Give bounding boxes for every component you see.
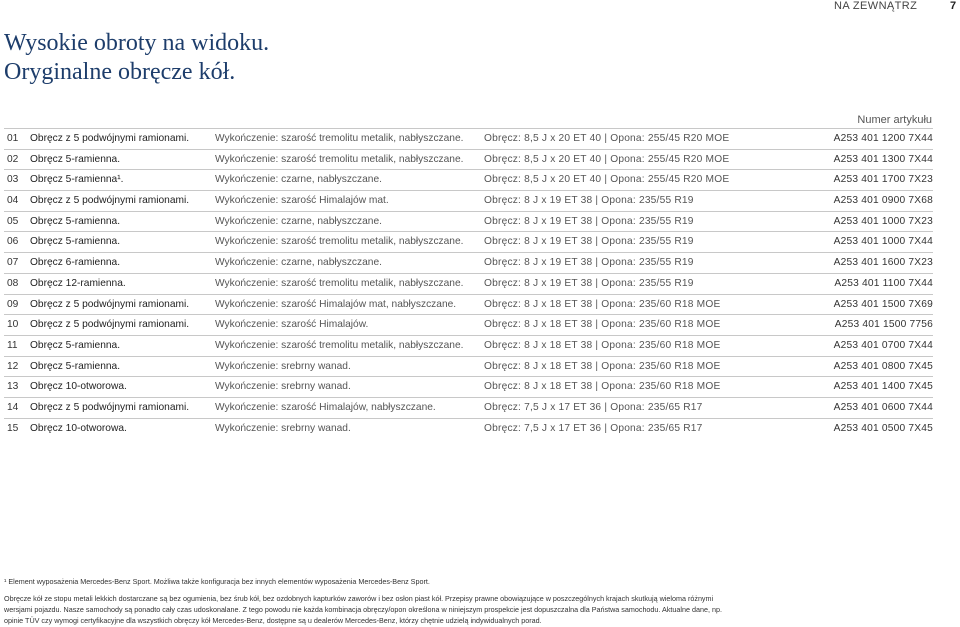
article-number: A253 401 1400 7X45 (833, 381, 933, 393)
wheel-name: Obręcz 5-ramienna. (30, 215, 121, 227)
table-row (4, 211, 933, 232)
row-number: 11 (7, 339, 18, 351)
wheel-name: Obręcz z 5 podwójnymi ramionami. (30, 298, 190, 310)
table-row (4, 356, 933, 377)
page-number: 7 (950, 0, 957, 12)
wheel-spec: Obręcz: 8 J x 18 ET 38 | Opona: 235/60 R18 MOE (484, 319, 721, 331)
article-number-header: Numer artykułu (857, 114, 932, 126)
row-number: 13 (7, 381, 19, 393)
wheel-name: Obręcz z 5 podwójnymi ramionami. (30, 133, 190, 144)
article-number: A253 401 1100 7X44 (834, 277, 933, 289)
wheel-name: Obręcz 10-otworowa. (30, 381, 127, 393)
wheel-spec: Obręcz: 8 J x 19 ET 38 | Opona: 235/55 R19 (484, 215, 694, 227)
row-number: 08 (7, 277, 19, 289)
table-row (4, 231, 933, 252)
table-row (4, 273, 933, 294)
article-number: A253 401 1000 7X44 (833, 236, 933, 248)
wheel-name: Obręcz 5-ramienna. (30, 153, 121, 165)
row-number: 09 (7, 298, 19, 310)
row-number: 04 (7, 195, 19, 207)
wheel-name: Obręcz 10-otworowa. (30, 422, 127, 434)
table-row (4, 418, 933, 439)
table-row (4, 169, 933, 190)
row-number: 14 (7, 401, 19, 413)
wheel-spec: Obręcz: 8 J x 18 ET 38 | Opona: 235/60 R18 MOE (484, 381, 721, 393)
table-row (4, 128, 933, 149)
article-number: A253 401 0500 7X45 (833, 422, 933, 434)
wheel-finish: Wykończenie: szarość tremolitu metalik, nabłyszczane. (215, 133, 464, 144)
wheel-spec: Obręcz: 8 J x 19 ET 38 | Opona: 235/55 R19 (484, 236, 694, 248)
table-row (4, 190, 933, 211)
wheel-finish: Wykończenie: czarne, nabłyszczane. (215, 257, 382, 269)
wheel-name: Obręcz z 5 podwójnymi ramionami. (30, 319, 190, 331)
wheel-name: Obręcz z 5 podwójnymi ramionami. (30, 401, 190, 413)
footnote: ¹ Element wyposażenia Mercedes-Benz Sport. Możliwa także konfiguracja bez innych elementów wyposażenia Mercedes-Benz Sport. (4, 577, 430, 586)
wheel-finish: Wykończenie: szarość tremolitu metalik, nabłyszczane. (215, 153, 464, 165)
wheel-spec: Obręcz: 8 J x 19 ET 38 | Opona: 235/55 R19 (484, 277, 694, 289)
row-number: 10 (7, 319, 19, 331)
table-row (4, 252, 933, 273)
table-row (4, 335, 933, 356)
wheel-spec: Obręcz: 8 J x 19 ET 38 | Opona: 235/55 R19 (484, 257, 694, 269)
row-number: 06 (7, 236, 19, 248)
article-number: A253 401 0700 7X44 (833, 339, 933, 351)
table-row (4, 149, 933, 170)
wheel-spec: Obręcz: 8 J x 18 ET 38 | Opona: 235/60 R18 MOE (484, 360, 721, 372)
section-label: NA ZEWNĄTRZ (834, 0, 918, 12)
article-number: A253 401 1600 7X23 (833, 257, 933, 269)
wheel-spec: Obręcz: 7,5 J x 17 ET 36 | Opona: 235/65 R17 (484, 422, 703, 434)
wheel-name: Obręcz 5-ramienna. (30, 360, 121, 372)
row-number: 15 (7, 422, 19, 434)
wheel-finish: Wykończenie: szarość tremolitu metalik, nabłyszczane. (215, 236, 464, 248)
table-row (4, 314, 933, 335)
page-title (4, 29, 269, 87)
wheel-spec: Obręcz: 8,5 J x 20 ET 40 | Opona: 255/45 R20 MOE (484, 153, 730, 165)
wheel-spec: Obręcz: 8 J x 19 ET 38 | Opona: 235/55 R19 (484, 195, 694, 207)
table-row (4, 376, 933, 397)
footer-disclaimer: Obręcze kół ze stopu metali lekkich dostarczane są bez ogumienia, bez śrub kół, bez ozdobnych kapturków zaworów i bez osłon piast kół. Przepisy prawne obowiązujące w poszczególnych krajach skutkują wieloma różnymi wersjami pojazdu. Nasze samochody są ponadto cały czas udoskonalane. Z tego powodu nie każda kombinacja obręczy/opon określona w niniejszym prospekcie jest dopuszczalna dla Państwa samochodu. Aktualne dane, np. opinie TÜV czy wymogi certyfikacyjne dla wszystkich obręczy kół Mercedes-Benz, dostępne są u dealerów Mercedes-Benz, którzy chętnie udzielą indywidualnych porad. (4, 594, 722, 625)
article-number: A253 401 1200 7X44 (833, 133, 933, 144)
wheel-finish: Wykończenie: szarość tremolitu metalik, nabłyszczane. (215, 277, 464, 289)
wheel-spec: Obręcz: 8 J x 18 ET 38 | Opona: 235/60 R18 MOE (484, 298, 721, 310)
row-number: 03 (7, 174, 19, 186)
article-number: A253 401 1500 7756 (834, 319, 933, 331)
wheel-spec: Obręcz: 8 J x 18 ET 38 | Opona: 235/60 R18 MOE (484, 339, 721, 351)
wheel-finish: Wykończenie: czarne, nabłyszczane. (215, 174, 382, 186)
title-line-2: Oryginalne obręcze kół. (4, 59, 236, 85)
wheel-name: Obręcz z 5 podwójnymi ramionami. (30, 195, 190, 207)
row-number: 07 (7, 257, 19, 269)
article-number: A253 401 0900 7X68 (833, 195, 933, 207)
article-number: A253 401 0800 7X45 (833, 360, 933, 372)
wheel-finish: Wykończenie: czarne, nabłyszczane. (215, 215, 382, 227)
wheel-finish: Wykończenie: szarość tremolitu metalik, nabłyszczane. (215, 339, 464, 351)
row-number: 05 (7, 215, 19, 227)
article-number: A253 401 1700 7X23 (833, 174, 933, 186)
wheel-finish: Wykończenie: srebrny wanad. (215, 360, 351, 372)
row-number: 12 (7, 360, 19, 372)
table-row (4, 294, 933, 315)
wheel-finish: Wykończenie: szarość Himalajów mat. (215, 195, 389, 207)
article-number: A253 401 1000 7X23 (833, 215, 933, 227)
wheel-finish: Wykończenie: szarość Himalajów. (215, 319, 369, 331)
wheel-finish: Wykończenie: szarość Himalajów mat, nabłyszczane. (215, 298, 457, 310)
wheel-finish: Wykończenie: szarość Himalajów, nabłyszczane. (215, 401, 436, 413)
article-number: A253 401 0600 7X44 (833, 401, 933, 413)
wheel-name: Obręcz 6-ramienna. (30, 257, 121, 269)
wheel-name: Obręcz 5-ramienna. (30, 339, 121, 351)
wheel-finish: Wykończenie: srebrny wanad. (215, 381, 351, 393)
row-number: 02 (7, 153, 19, 165)
wheel-spec: Obręcz: 8,5 J x 20 ET 40 | Opona: 255/45 R20 MOE (484, 174, 730, 186)
title-line-1: Wysokie obroty na widoku. (4, 30, 270, 56)
article-number: A253 401 1300 7X44 (833, 153, 933, 165)
wheel-spec: Obręcz: 7,5 J x 17 ET 36 | Opona: 235/65 R17 (484, 401, 703, 413)
wheel-name: Obręcz 12-ramienna. (30, 277, 126, 289)
wheel-table (4, 128, 933, 438)
wheel-name: Obręcz 5-ramienna¹. (30, 174, 124, 186)
wheel-spec: Obręcz: 8,5 J x 20 ET 40 | Opona: 255/45 R20 MOE (484, 133, 730, 144)
article-number: A253 401 1500 7X69 (833, 298, 933, 310)
wheel-name: Obręcz 5-ramienna. (30, 236, 121, 248)
wheel-finish: Wykończenie: srebrny wanad. (215, 422, 351, 434)
row-number: 01 (7, 133, 19, 144)
table-row (4, 397, 933, 418)
